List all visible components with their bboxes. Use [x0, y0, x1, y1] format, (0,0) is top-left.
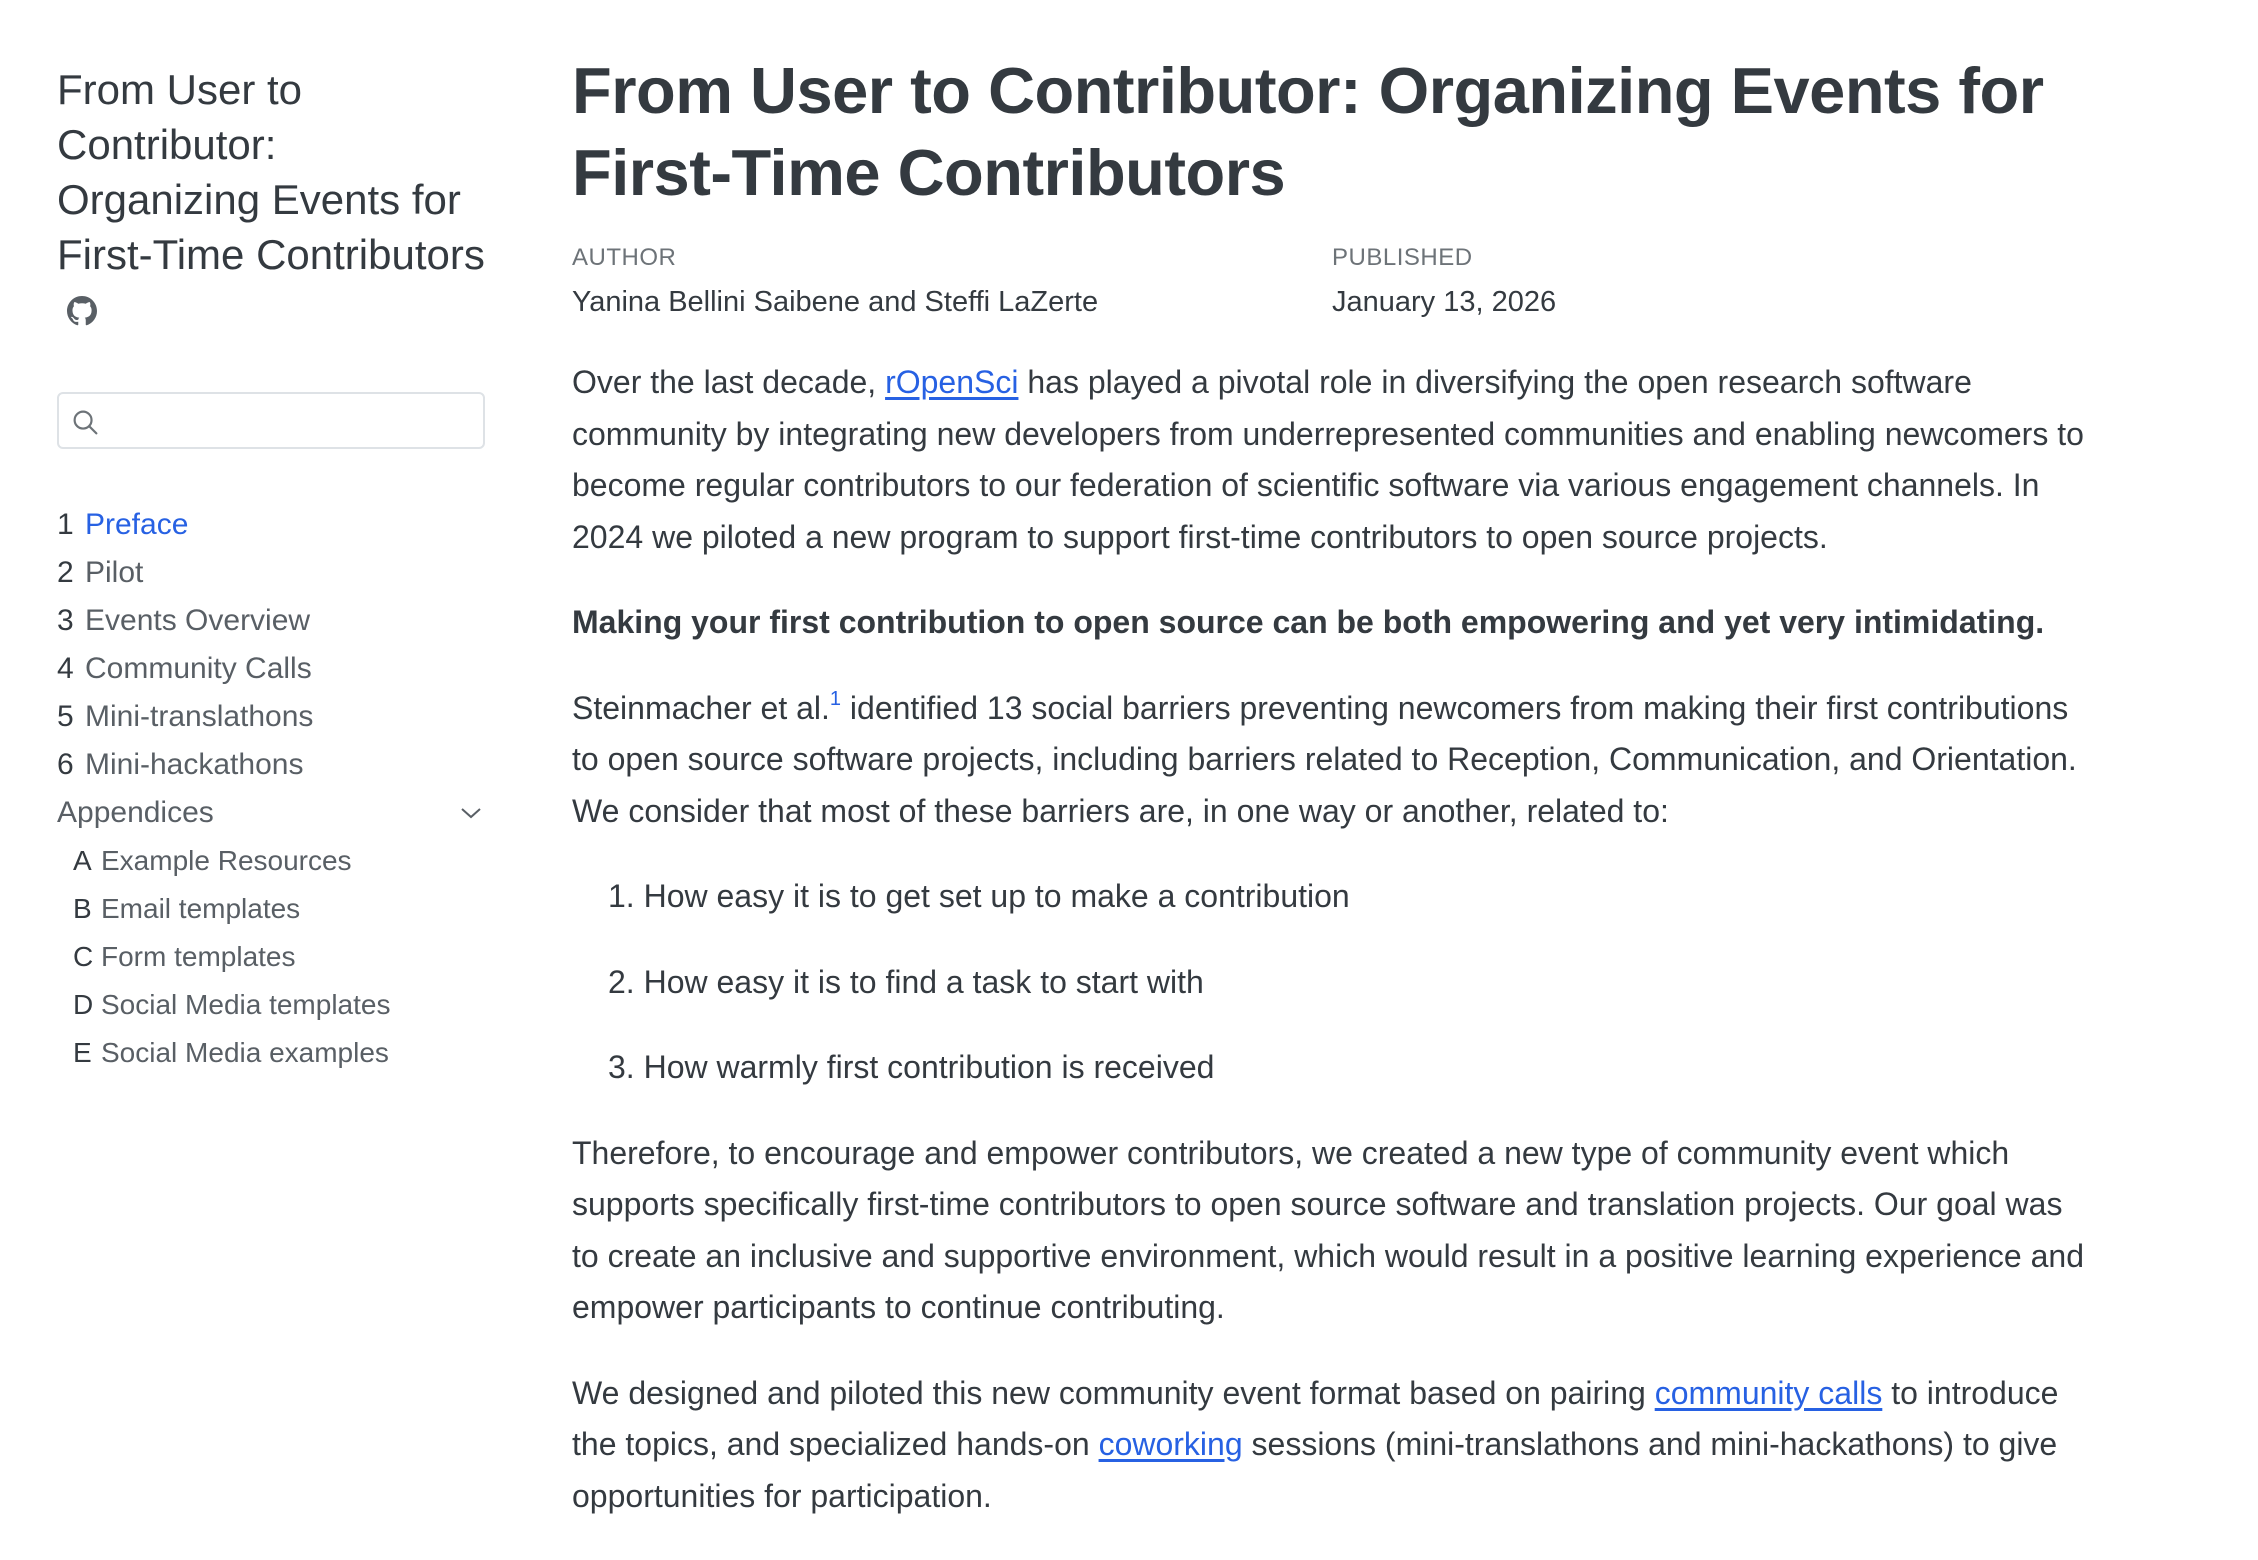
- toc-item-pilot[interactable]: [57, 549, 485, 597]
- toc-label: Community Calls: [85, 652, 312, 685]
- author-label: AUTHOR: [572, 244, 677, 271]
- toc-label: Social Media examples: [101, 1037, 389, 1068]
- text: identified 13 social barriers preventing newcomers from making their first contributions to open source software projects, including barriers related to Reception, Communication, and Orientation. We consider that most of these barriers are, in one way or another, related to:: [572, 689, 2077, 829]
- toc-number: 1: [57, 508, 74, 541]
- list-item: 2. How easy it is to find a task to start with: [608, 963, 1204, 1000]
- toc-label: Events Overview: [85, 604, 311, 637]
- toc-section-label: Appendices: [57, 796, 214, 829]
- text: to introduce the topics, and specialized hands-on: [572, 1374, 2059, 1462]
- sidebar: [57, 62, 485, 1077]
- sidebar-title: [57, 62, 485, 337]
- toc-number: A: [73, 845, 92, 876]
- toc-item-events-overview[interactable]: [57, 597, 485, 645]
- author-block: [572, 244, 1332, 319]
- toc-item-form-templates[interactable]: [73, 933, 485, 981]
- toc-number: 5: [57, 700, 74, 733]
- toc-item-email-templates[interactable]: [73, 885, 485, 933]
- toc-label: Mini-hackathons: [85, 748, 304, 781]
- toc-number: 3: [57, 604, 74, 637]
- published-block: [1332, 244, 2092, 319]
- paragraph-design: [572, 1368, 2092, 1523]
- article-body: [572, 357, 2092, 1522]
- toc-label: Form templates: [101, 941, 296, 972]
- toc-number: B: [73, 893, 92, 924]
- toc-number: C: [73, 941, 94, 972]
- toc-section-appendices[interactable]: [57, 789, 485, 837]
- toc-item-social-media-examples[interactable]: [73, 1029, 485, 1077]
- bold-statement: Making your first contribution to open source can be both empowering and yet very intimidating.: [572, 604, 2045, 640]
- list-item: 3. How warmly first contribution is received: [608, 1049, 1215, 1085]
- toc-item-mini-hackathons[interactable]: [57, 741, 485, 789]
- search-icon: [71, 408, 100, 437]
- barriers-list: [572, 871, 2092, 1094]
- toc-label: Email templates: [101, 893, 301, 924]
- toc-number: 6: [57, 748, 74, 781]
- toc-item-example-resources[interactable]: [73, 837, 485, 885]
- text: sessions (mini-translathons and mini-hackathons) to give opportunities for participation.: [572, 1426, 2058, 1514]
- toc-label: Pilot: [85, 556, 144, 589]
- toc-number: D: [73, 989, 94, 1020]
- text: Steinmacher et al.: [572, 689, 830, 726]
- published-label: PUBLISHED: [1332, 244, 1473, 271]
- list-item: 1. How easy it is to get set up to make a contribution: [608, 878, 1350, 914]
- toc-number: 2: [57, 556, 74, 589]
- toc-label: Preface: [85, 508, 189, 541]
- toc-item-preface[interactable]: [57, 501, 485, 549]
- published-date: January 13, 2026: [1332, 286, 1557, 318]
- paragraph-goal: Therefore, to encourage and empower contributors, we created a new type of community event which supports specifically first-time contributors to open source software and translation projects. Our goal was to create an inclusive and supportive environment, which would result in a positive learning experience and empower participants to continue contributing.: [572, 1134, 2084, 1325]
- chevron-down-icon[interactable]: [459, 805, 483, 821]
- coworking-link[interactable]: coworking: [1098, 1426, 1243, 1462]
- appendices-list: [57, 837, 485, 1077]
- toc-item-social-media-templates[interactable]: [73, 981, 485, 1029]
- toc-number: E: [73, 1037, 92, 1068]
- paragraph-intro: [572, 357, 2092, 563]
- search-input[interactable]: [57, 392, 485, 449]
- table-of-contents: [57, 501, 485, 789]
- main-content: [572, 50, 2092, 1556]
- toc-label: Mini-translathons: [85, 700, 314, 733]
- author-names: Yanina Bellini Saibene and Steffi LaZerte: [572, 286, 1099, 318]
- sidebar-title-text[interactable]: From User to Contributor: Organizing Events for First-Time Contributors: [57, 66, 485, 278]
- text: Over the last decade,: [572, 364, 886, 400]
- toc-number: 4: [57, 652, 74, 685]
- page-title: From User to Contributor: Organizing Events for First-Time Contributors: [572, 54, 2044, 209]
- footnote-link[interactable]: 1: [829, 687, 842, 710]
- paragraph-emphasis: [572, 597, 2092, 649]
- toc-item-community-calls[interactable]: [57, 645, 485, 693]
- github-icon[interactable]: [67, 296, 97, 326]
- text: has played a pivotal role in diversifying the open research software community by integrating new developers from underrepresented communities and enabling newcomers to become regular contributors to our federation of scientific software via various engagement channels. In 2024 we piloted a new program to support first-time contributors to open source projects.: [572, 364, 2084, 555]
- title-meta: [572, 244, 2092, 319]
- paragraph-barriers: [572, 683, 2092, 838]
- community-calls-link[interactable]: community calls: [1654, 1374, 1883, 1411]
- toc-item-mini-translathons[interactable]: [57, 693, 485, 741]
- toc-label: Social Media templates: [101, 989, 391, 1020]
- ropensci-link[interactable]: rOpenSci: [885, 364, 1019, 400]
- text: We designed and piloted this new community event format based on pairing: [572, 1374, 1655, 1411]
- toc-label: Example Resources: [101, 845, 352, 876]
